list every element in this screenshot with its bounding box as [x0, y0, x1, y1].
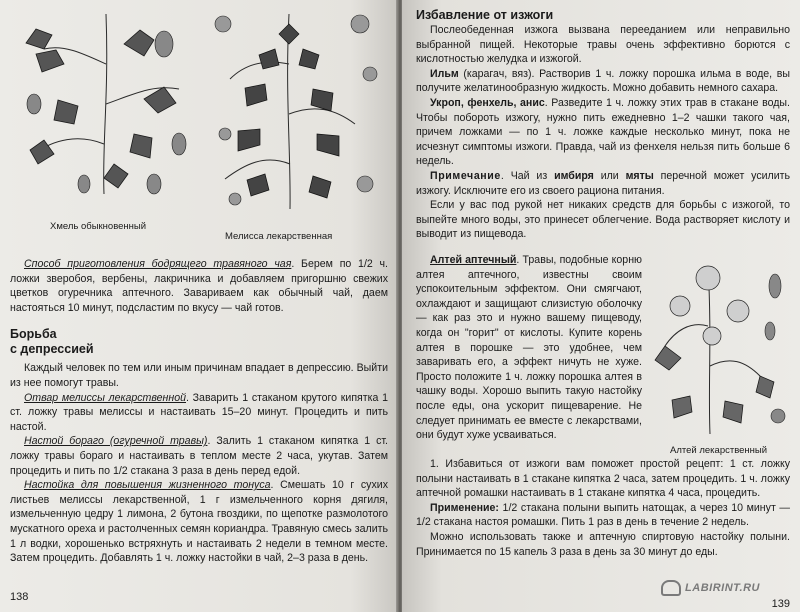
recipe-2-lead: Настой бораго (огуречной травы): [24, 435, 208, 448]
recipe-1-body: . Заварить 1 стаканом крутого кипятка 1 ст. ложку травы мелиссы и настаивать 15–20 минут. Процедить и пить настой.: [10, 391, 388, 433]
paragraph-usage: [416, 501, 790, 530]
heartburn-heading: Избавление от изжоги: [416, 8, 554, 22]
hop-illustration: [14, 4, 194, 199]
note-body: перечной может усилить изжогу. Исключите его из своего рациона питания.: [416, 169, 791, 197]
right-page: [402, 0, 800, 612]
hop-caption: Хмель обыкновенный: [50, 221, 147, 232]
owl-logo-icon: [661, 580, 681, 596]
watermark-text: LABIRINT.RU: [685, 581, 760, 594]
left-text: [10, 257, 388, 566]
dill-body: . Разведите 1 ч. ложку этих трав в стакане воды. Чтобы побороть изжогу, нужно пить ежедневно 1–2 чашки такого чая, причем ложками — по 1 ч. ложке каждые несколько минут, пока не исчезнут симптомы изжоги. Правда, чай из фенхеля нельзя пить больше 6 недель.: [416, 96, 790, 168]
usage-body: 1/2 стакана полыни выпить натощак, а через 10 минут — 1/2 стакана настоя ромашки. Пить 1 раз в день в течение 2 недель.: [416, 501, 790, 529]
site-watermark: [661, 580, 760, 596]
right-text-top: [416, 8, 790, 242]
recipe-3-lead: Настойка для повышения жизненного тонуса: [24, 479, 271, 492]
note-text-1: . Чай из: [500, 169, 555, 182]
recipe-2: [10, 434, 388, 478]
right-text-bottom: [416, 457, 790, 559]
section-intro: Каждый человек по тем или иным причинам впадает в депрессию. Выйти из нее помогут травы.: [10, 362, 388, 389]
melissa-caption: Мелисса лекарственная: [225, 231, 333, 242]
althaea-body: . Травы, подобные корню алтея аптечного, известны своим успокоительным эффектом. Они смягчают, охлаждают и защищают слизистую оболочку — как раз это и нужно вашему пищеводу, когда он "горит" от кислоты. Купите корень алтея в порошке — это удобнее, чем заваривать его, а эффект ничуть не хуже. Просто положите 1 ч. ложку порошка алтея в чашку воды. Хорошо выпить такую настойку после еды, она ускорит пищеварение. Не следует принимать ее вместе с лекарствами, они будут хуже усваиваться.: [416, 254, 642, 442]
intro-lead: Способ приготовления бодрящего травяного чая: [24, 258, 292, 270]
paragraph-note: [416, 169, 790, 198]
paragraph-recipe: 1. Избавиться от изжоги вам поможет простой рецепт: 1 ст. ложку полыни настаивать в 1 стакане кипятка 2 часа, затем процедить. 1 ч. ложку аптечной ромашки настаивать в 1 стакане кипятка 4 часа, процедить.: [416, 458, 790, 500]
right-text-althaea: [416, 253, 642, 443]
section-heading-line2: с депрессией: [10, 342, 94, 357]
intro-paragraph: [10, 257, 388, 315]
ilm-body: (карагач, вяз). Растворив 1 ч. ложку порошка ильма в воде, вы получите желатинообразную жидкость. Можно добавить немного сахара.: [416, 67, 790, 95]
recipe-3: [10, 478, 388, 566]
melissa-illustration: [205, 4, 385, 214]
usage-label: Применение:: [430, 501, 499, 514]
term-ginger: имбиря: [554, 169, 594, 182]
page-number-left: 138: [10, 591, 29, 603]
recipe-1-lead: Отвар мелиссы лекарственной: [24, 391, 187, 404]
althaea-caption: Алтей лекарственный: [670, 445, 768, 456]
paragraph-tincture: Можно использовать также и аптечную спиртовую настойку полыни. Принимается по 15 капель 3 раза в день за 30 минут до еды.: [416, 530, 790, 558]
note-text-2: или: [593, 169, 626, 182]
paragraph-althaea: [416, 253, 642, 443]
recipe-3-body: . Смешать 10 г сухих листьев мелиссы лекарственной, 1 г измельченного корня дягиля, измельченную цедру 1 лимона, 2 бутона гвоздики, по щепотке размолотого мускатного ореха и растолченных семян кориандра. Травяную смесь залить 1 л водки, хорошенько встряхнуть и настаивать 2 недели в темном месте. Затем процедить. Добавлять 1 ч. ложку настойки в чай, 2–3 раза в день.: [10, 479, 388, 565]
left-page: [0, 0, 398, 612]
paragraph-1: Послеобеденная изжога вызвана перееданием или неправильно выбранной пищей. Некоторые травы очень эффективно борются с кислотностью желудка и изжогой.: [416, 24, 790, 66]
recipe-2-body: . Залить 1 стаканом кипятка 1 ст. ложку травы бораго и настаивать в теплом месте 2 часа, укутав. Затем процедить и пить по 1/2 стакана 3 раза в день перед едой.: [10, 435, 388, 477]
althaea-illustration: [650, 256, 790, 436]
term-althaea: Алтей аптечный: [430, 254, 517, 266]
paragraph-dill: [416, 96, 790, 169]
term-mint: мяты: [625, 169, 654, 182]
paragraph-water: Если у вас под рукой нет никаких средств для борьбы с изжогой, то выпейте много воды, это принесет облегчение. Вода растворяет кислоту и выводит из пищевода.: [416, 199, 790, 241]
recipe-1: [10, 391, 388, 435]
section-heading-line1: Борьба: [10, 327, 57, 342]
page-number-right: 139: [771, 598, 790, 610]
intro-body: . Берем по 1/2 ч. ложки зверобоя, вербены, лакричника и добавляем пригоршню свежих цветков огуречника аптечного. Завариваем как обычный чай, даем настояться 10 минут, подсластим по вкусу — чай готов.: [10, 258, 388, 314]
term-dill: Укроп, фенхель, анис: [430, 96, 545, 109]
note-label: Примечание: [430, 169, 501, 182]
paragraph-ilm: [416, 67, 790, 96]
term-ilm: Ильм: [430, 67, 459, 80]
